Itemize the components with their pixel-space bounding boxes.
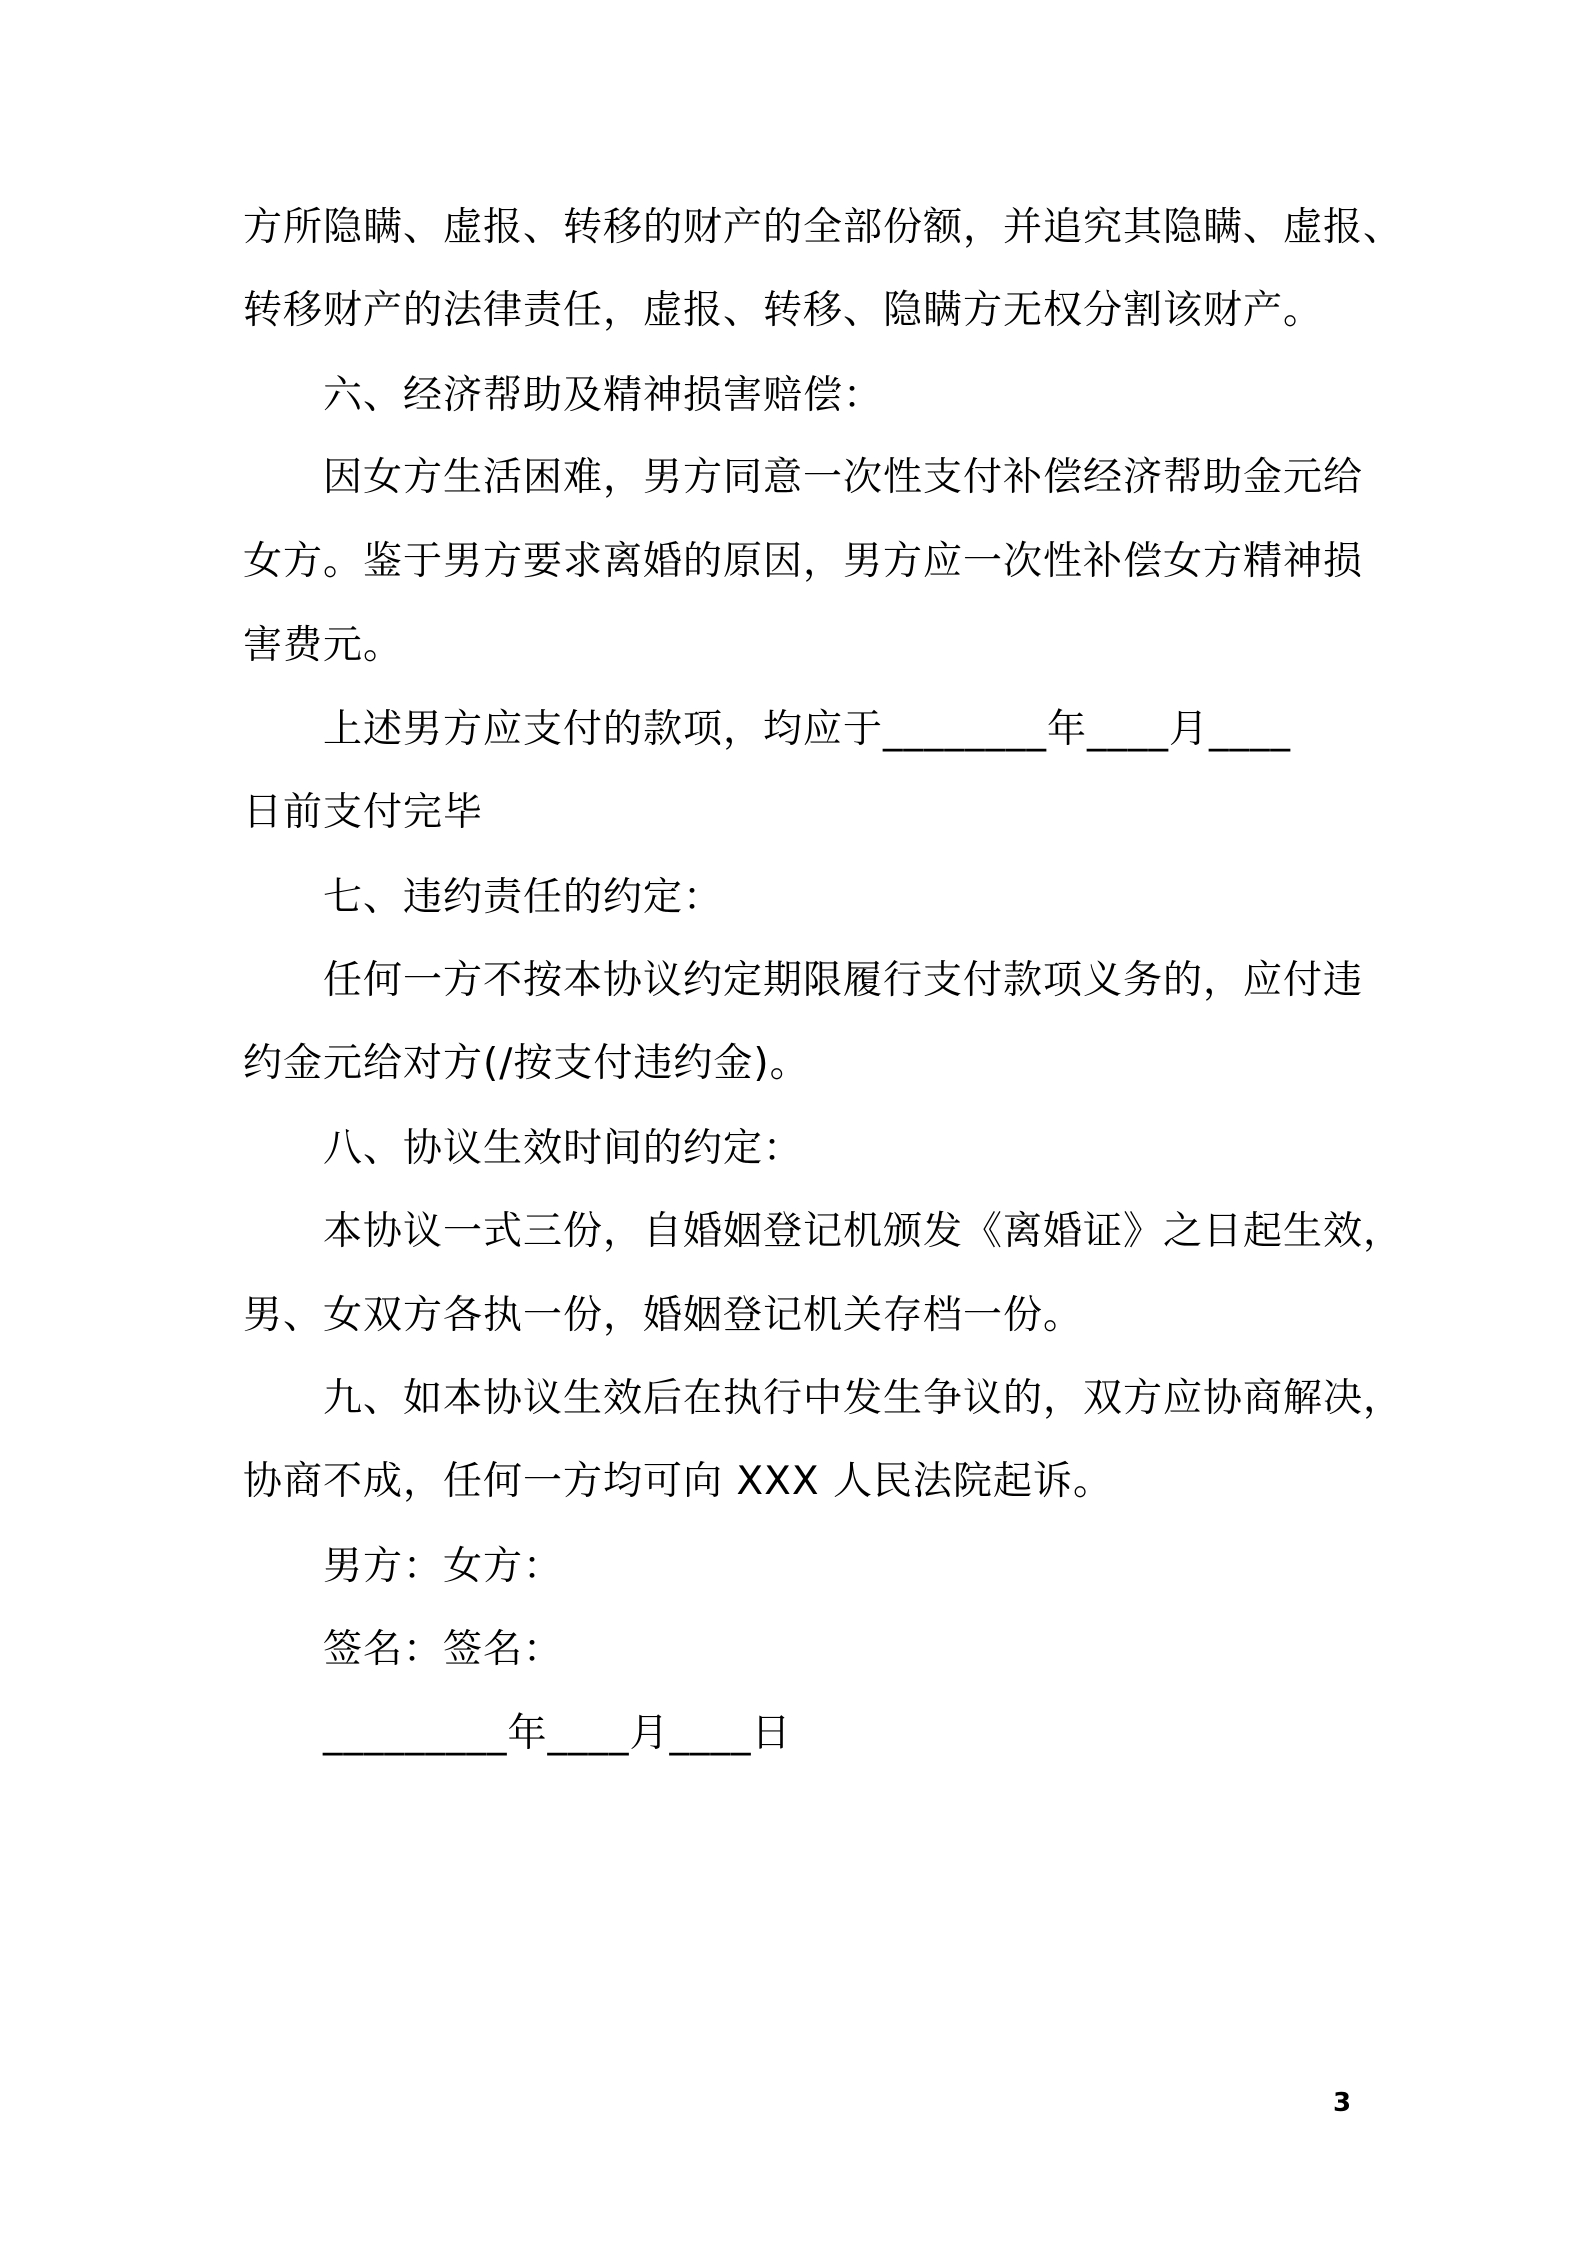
page-number: 3 [1333, 2088, 1352, 2118]
section-heading: 六、经济帮助及精神损害赔偿： [323, 373, 884, 418]
section-heading: 八、协议生效时间的约定： [323, 1126, 804, 1171]
paragraph-line: 上述男方应支付的款项，均应于________年____月____ [323, 707, 1292, 752]
paragraph-line: 方所隐瞒、虚报、转移的财产的全部份额，并追究其隐瞒、虚报、 [243, 205, 1404, 250]
paragraph-line: 害费元。 [243, 623, 404, 668]
signature-date: _________年____月____日 [323, 1711, 792, 1756]
paragraph-line: 本协议一式三份，自婚姻登记机颁发《离婚证》之日起生效， [323, 1209, 1404, 1254]
paragraph-line: 因女方生活困难，男方同意一次性支付补偿经济帮助金元给 [323, 455, 1364, 500]
section-heading: 九、如本协议生效后在执行中发生争议的，双方应协商解决， [323, 1376, 1404, 1421]
signature-labels: 签名：签名： [323, 1627, 564, 1672]
paragraph-line: 女方。鉴于男方要求离婚的原因，男方应一次性补偿女方精神损 [243, 539, 1364, 584]
paragraph-line: 约金元给对方(/按支付违约金)。 [243, 1041, 810, 1086]
signature-parties: 男方：女方： [323, 1544, 564, 1589]
section-heading: 七、违约责任的约定： [323, 875, 724, 920]
paragraph-line: 男、女双方各执一份，婚姻登记机关存档一份。 [243, 1293, 1084, 1338]
paragraph-line: 日前支付完毕 [243, 790, 484, 835]
paragraph-line: 协商不成，任何一方均可向 XXX 人民法院起诉。 [243, 1459, 1113, 1504]
paragraph-line: 转移财产的法律责任，虚报、转移、隐瞒方无权分割该财产。 [243, 288, 1324, 333]
paragraph-line: 任何一方不按本协议约定期限履行支付款项义务的，应付违 [323, 958, 1364, 1003]
